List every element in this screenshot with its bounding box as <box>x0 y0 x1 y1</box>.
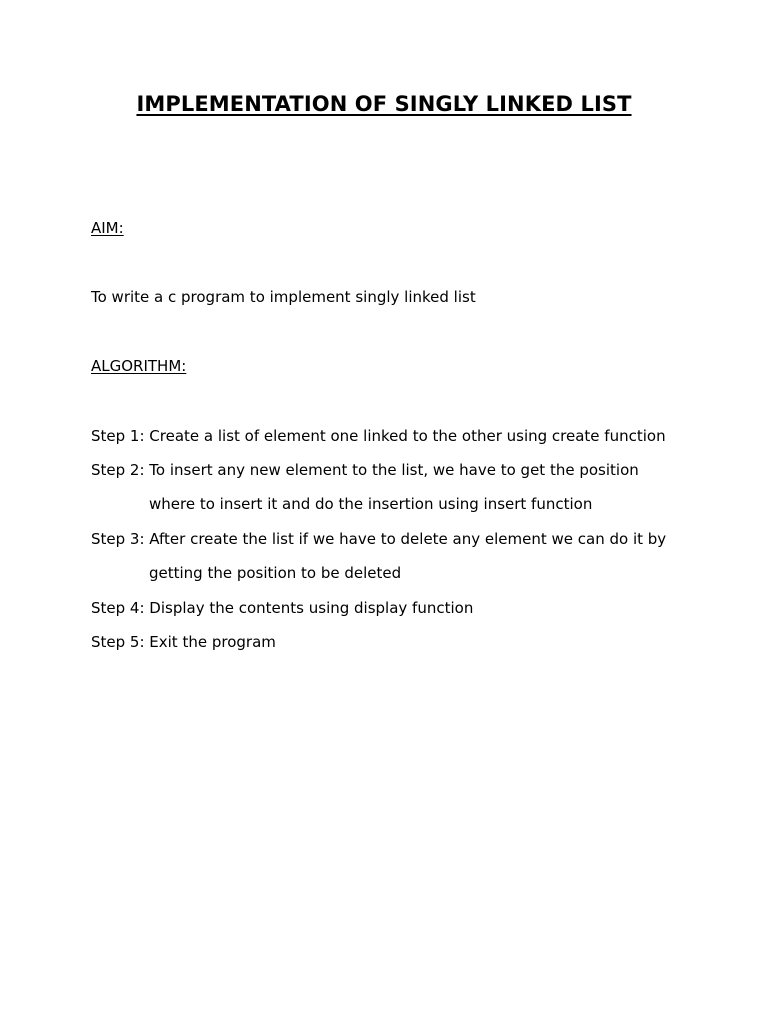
algorithm-step-5: Step 5: Exit the program <box>91 633 276 651</box>
algorithm-step-1: Step 1: Create a list of element one linked to the other using create function <box>91 427 666 445</box>
document-title: IMPLEMENTATION OF SINGLY LINKED LIST <box>136 92 632 116</box>
aim-heading: AIM: <box>91 219 124 237</box>
algorithm-step-3-continuation: getting the position to be deleted <box>149 564 402 582</box>
algorithm-step-2: Step 2: To insert any new element to the list, we have to get the position <box>91 461 639 479</box>
aim-text: To write a c program to implement singly linked list <box>91 288 476 306</box>
algorithm-step-4: Step 4: Display the contents using display function <box>91 599 474 617</box>
algorithm-step-2-continuation: where to insert it and do the insertion using insert function <box>149 495 593 513</box>
algorithm-step-3: Step 3: After create the list if we have to delete any element we can do it by <box>91 530 667 548</box>
algorithm-heading: ALGORITHM: <box>91 357 187 375</box>
